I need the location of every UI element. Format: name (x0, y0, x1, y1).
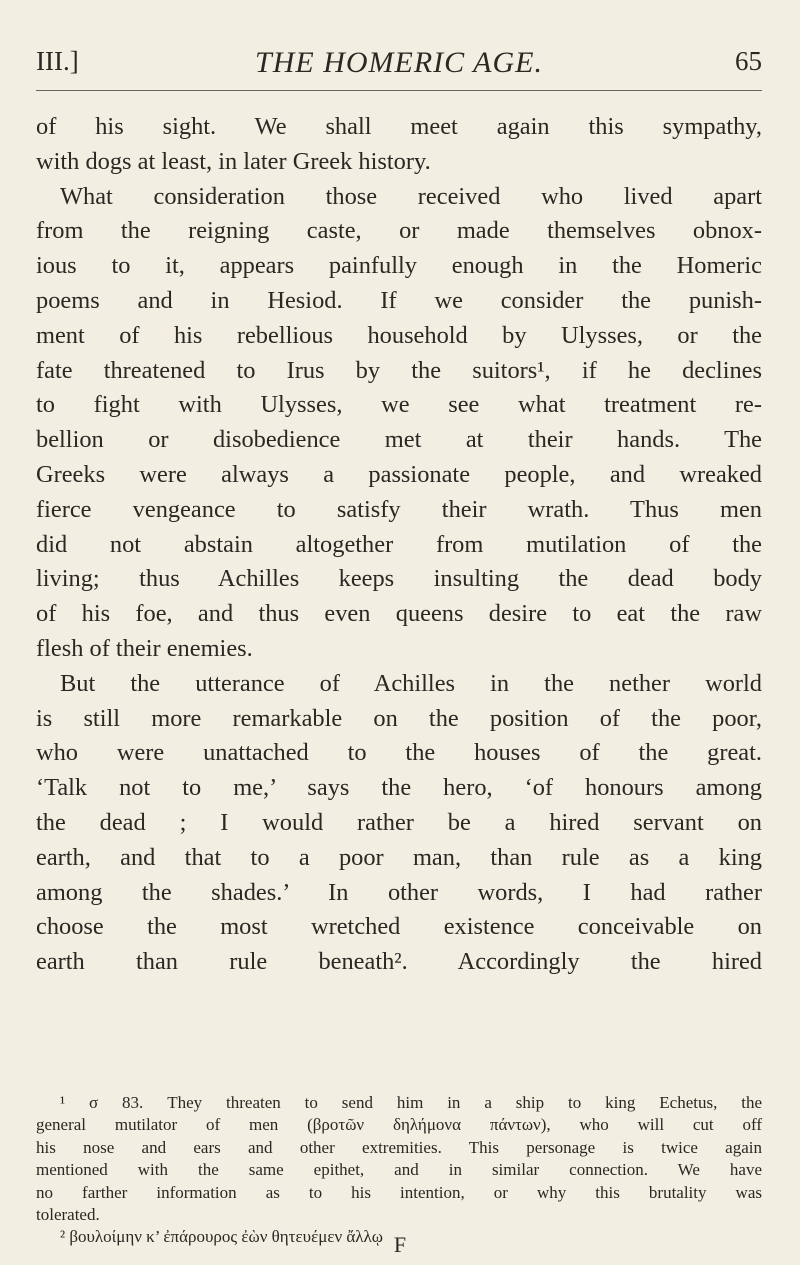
footnote-line: ¹ σ 83. They threaten to send him in a ship to king Echetus, the (60, 1093, 762, 1112)
body-line: the dead ; I would rather be a hired servant on (36, 808, 762, 836)
body-line: with dogs at least, in later Greek history. (36, 147, 431, 175)
body-line: of his foe, and thus even queens desire to eat the raw (36, 600, 762, 628)
header-rule (36, 90, 762, 91)
body-line: fierce vengeance to satisfy their wrath. Thus men (36, 495, 762, 523)
body-line: ious to it, appears painfully enough in the Homeric (36, 252, 762, 280)
body-line: earth than rule beneath². Accordingly the hired (36, 948, 762, 976)
body-line: fate threatened to Irus by the suitors¹, if he declines (36, 356, 762, 384)
body-line: What consideration those received who lived apart (60, 182, 762, 210)
body-line: ‘Talk not to me,’ says the hero, ‘of honours among (36, 774, 762, 802)
page-number: 65 (735, 46, 762, 76)
body-line: from the reigning caste, or made themselves obnox- (36, 217, 762, 245)
running-header (36, 46, 762, 86)
body-line: among the shades.’ In other words, I had rather (36, 878, 762, 906)
footnote-line: general mutilator of men (βροτῶν δηλήμονα πάντων), who will cut off (36, 1115, 762, 1135)
footnote-line: ² βουλοίμην κ’ ἐπάρουρος ἐὼν θητευέμεν ἄλλῳ (60, 1227, 383, 1247)
footnotes (36, 1092, 762, 1249)
body-line: ment of his rebellious household by Ulysses, or the (36, 321, 762, 349)
body-line: living; thus Achilles keeps insulting the dead body (36, 565, 762, 593)
body-line: flesh of their enemies. (36, 634, 253, 662)
body-line: did not abstain altogether from mutilation of the (36, 530, 762, 558)
footnote-line: no farther information as to his intention, or why this brutality was (36, 1182, 762, 1202)
signature-mark: F (393, 1232, 407, 1257)
body-line: bellion or disobedience met at their hands. The (36, 426, 762, 454)
body-line: of his sight. We shall meet again this sympathy, (36, 113, 762, 140)
footnote-line: mentioned with the same epithet, and in similar connection. We have (36, 1160, 762, 1180)
footnote-line: his nose and ears and other extremities. This personage is twice again (36, 1137, 762, 1157)
body-line: is still more remarkable on the position of the poor, (36, 704, 762, 732)
running-title: THE HOMERIC AGE. (255, 46, 543, 79)
chapter-marker: III.] (36, 46, 79, 76)
body-line: who were unattached to the houses of the great. (36, 739, 762, 767)
body-line: to fight with Ulysses, we see what treatment re- (36, 391, 762, 419)
body-line: poems and in Hesiod. If we consider the punish- (36, 286, 762, 314)
body-line: earth, and that to a poor man, than rule as a king (36, 843, 762, 871)
body-line: But the utterance of Achilles in the nether world (60, 669, 762, 697)
body-line: choose the most wretched existence conceivable on (36, 913, 762, 941)
body-line: Greeks were always a passionate people, and wreaked (36, 460, 762, 488)
footnote-line: tolerated. (36, 1204, 100, 1224)
body-text (36, 110, 762, 980)
